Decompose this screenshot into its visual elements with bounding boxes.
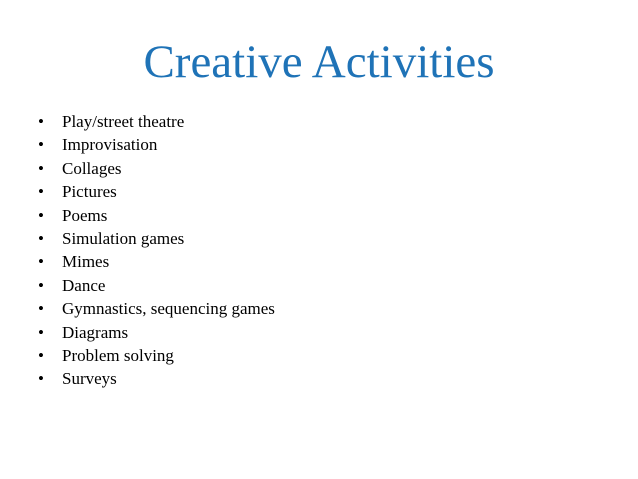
list-item-text: Simulation games <box>62 228 185 248</box>
list-item <box>38 323 275 346</box>
bullet-icon: • <box>38 322 44 342</box>
list-item <box>38 346 275 369</box>
bullet-icon: • <box>38 369 44 389</box>
list-item-text: Mimes <box>62 252 110 272</box>
list-item-text: Surveys <box>62 369 117 389</box>
list-item <box>38 135 275 158</box>
list-item <box>38 252 275 275</box>
list-item <box>38 369 275 392</box>
list-item-text: Dance <box>62 275 106 295</box>
bullet-icon: • <box>38 205 44 225</box>
bullet-icon: • <box>38 112 44 131</box>
slide-title: Creative Activities <box>143 36 495 88</box>
list-item-text: Gymnastics, sequencing games <box>62 299 275 319</box>
bullet-icon: • <box>38 182 44 202</box>
list-item-text: Poems <box>62 205 108 225</box>
bullet-icon: • <box>38 135 44 155</box>
list-item-text: Play/street theatre <box>62 112 185 131</box>
bullet-icon: • <box>38 275 44 295</box>
list-item-text: Pictures <box>62 182 117 202</box>
bullet-icon: • <box>38 345 44 365</box>
bullet-icon: • <box>38 228 44 248</box>
bullet-list <box>38 112 275 393</box>
bullet-icon: • <box>38 252 44 272</box>
list-item <box>38 206 275 229</box>
list-item <box>38 182 275 205</box>
list-item <box>38 112 275 135</box>
list-item-text: Collages <box>62 158 122 178</box>
list-item-text: Diagrams <box>62 322 129 342</box>
list-item <box>38 276 275 299</box>
list-item <box>38 159 275 182</box>
list-item-text: Improvisation <box>62 135 158 155</box>
list-item <box>38 229 275 252</box>
list-item <box>38 299 275 322</box>
list-item-text: Problem solving <box>62 345 174 365</box>
bullet-icon: • <box>38 158 44 178</box>
bullet-icon: • <box>38 299 44 319</box>
